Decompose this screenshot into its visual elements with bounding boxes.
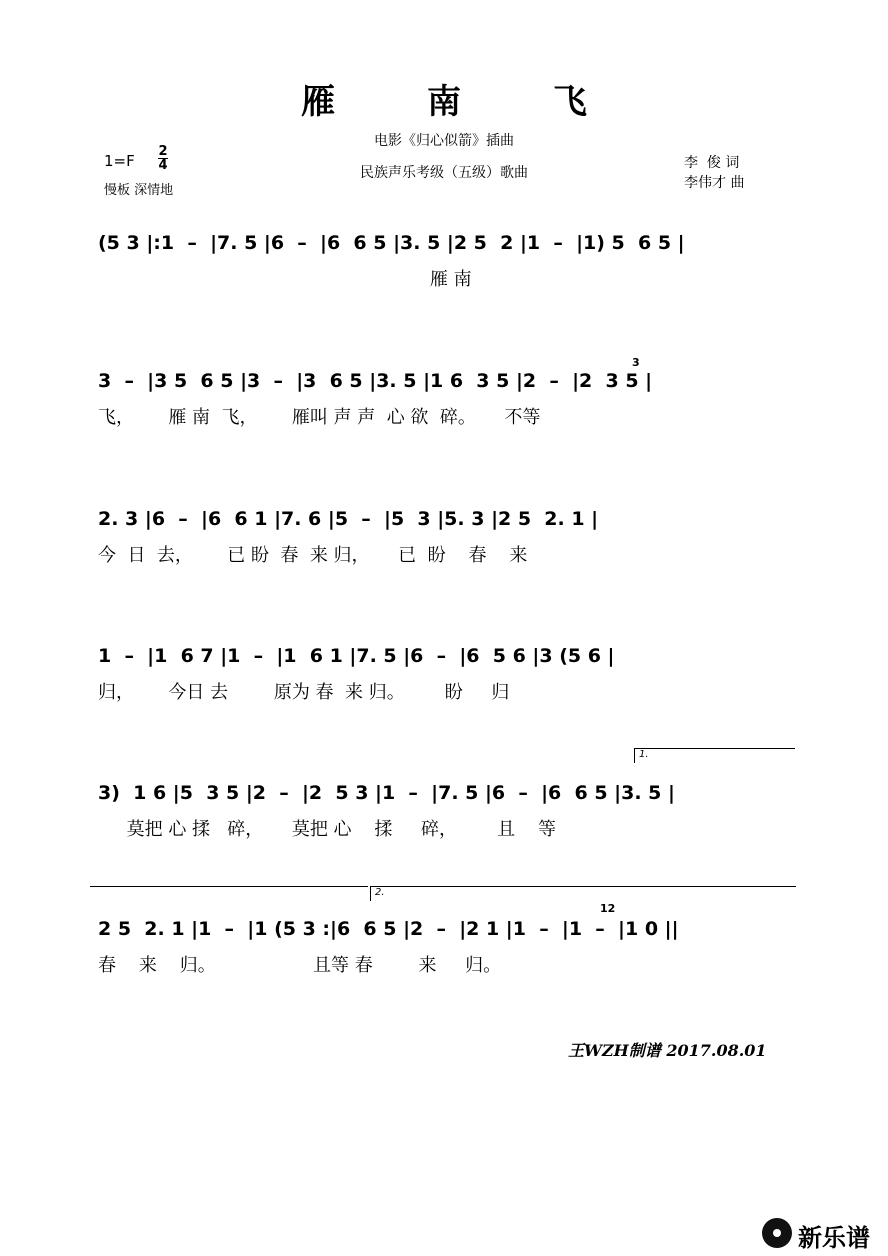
volta-first-continuation xyxy=(90,886,368,887)
lyricist: 李 俊 词 xyxy=(684,155,740,171)
song-title: 雁 南 飞 xyxy=(301,82,627,122)
lyric-line-1: 雁 南 xyxy=(98,269,472,290)
notation-line-5: 3) 1 6 |5 3 5 |2 – |2 5 3 |1 – |7. 5 |6 – |6 6 5 |3. 5 | xyxy=(98,782,675,804)
time-top: 2 xyxy=(158,144,168,159)
volta-second: 2. xyxy=(370,886,796,901)
grace-note-1: 3 xyxy=(632,356,640,369)
song-subtitle: 电影《归心似箭》插曲 xyxy=(374,133,514,149)
key-signature: 1=F xyxy=(104,152,135,170)
lyric-line-4: 归， 今日 去 原为 春 来 归。 盼 归 xyxy=(98,682,510,703)
lyric-line-3: 今 日 去， 已 盼 春 来 归， 已 盼 春 来 xyxy=(98,545,528,566)
notation-line-3: 2. 3 |6 – |6 6 1 |7. 6 |5 – |5 3 |5. 3 |2 5 2. 1 | xyxy=(98,508,599,530)
credits xyxy=(684,153,744,193)
notation-line-4: 1 – |1 6 7 |1 – |1 6 1 |7. 5 |6 – |6 5 6 |3 (5 6 | xyxy=(98,645,615,667)
notation-line-2: 3 – |3 5 6 5 |3 – |3 6 5 |3. 5 |1 6 3 5 |2 – |2 3 5 | xyxy=(98,370,653,392)
composer: 李伟才 曲 xyxy=(684,175,745,191)
tempo-marking: 慢板 深情地 xyxy=(104,183,174,198)
lyric-line-5: 莫把 心 揉 碎， 莫把 心 揉 碎， 且 等 xyxy=(98,819,556,840)
time-bottom: 4 xyxy=(158,158,168,173)
lyric-line-2: 飞， 雁 南 飞， 雁叫 声 声 心 欲 碎。 不等 xyxy=(98,407,541,428)
volta-first: 1. xyxy=(634,748,795,763)
site-logo xyxy=(762,1216,882,1252)
transcriber-credit: 王WZH制谱 2017.08.01 xyxy=(568,1041,767,1060)
time-signature xyxy=(158,145,168,172)
logo-text: 新乐谱 xyxy=(798,1224,870,1252)
grace-note-2: 12 xyxy=(600,902,616,915)
record-disc-icon xyxy=(762,1218,792,1248)
notation-line-6: 2 5 2. 1 |1 – |1 (5 3 :|6 6 5 |2 – |2 1 |1 – |1 – |1 0 || xyxy=(98,918,679,940)
song-series: 民族声乐考级（五级）歌曲 xyxy=(360,165,528,181)
notation-line-1: (5 3 |:1 – |7. 5 |6 – |6 6 5 |3. 5 |2 5 2 |1 – |1) 5 6 5 | xyxy=(98,232,685,254)
lyric-line-6: 春 来 归。 且等 春 来 归。 xyxy=(98,955,502,976)
